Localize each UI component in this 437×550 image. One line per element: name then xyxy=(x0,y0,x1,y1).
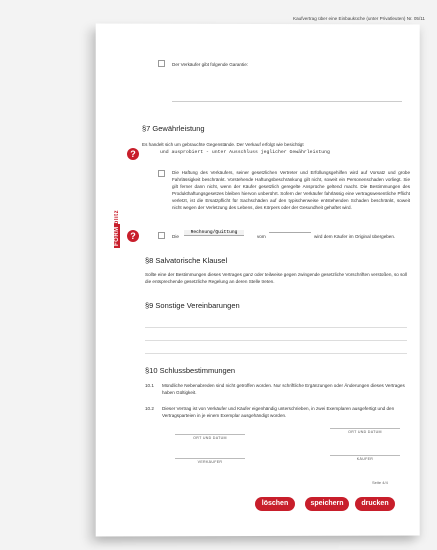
invoice-mid: vom xyxy=(257,234,266,239)
invoice-pre: Die xyxy=(172,234,179,239)
buyer-label: KÄUFER xyxy=(356,457,374,461)
section-10-title: §10 Schlussbestimmungen xyxy=(145,366,236,375)
other-agreements-line-1[interactable] xyxy=(145,327,407,328)
s8-text: Sollte eine der Bestimmungen dieses Vertrages ganz oder teilweise gegen zwingende gesetzliche Vorschriften verstoßen, so soll die entsprechende gesetzliche Regelung an deren Stelle treten. xyxy=(145,272,407,284)
other-agreements-line-2[interactable] xyxy=(145,340,407,341)
other-agreements-line-3[interactable] xyxy=(145,353,407,354)
save-button[interactable]: speichern xyxy=(305,497,349,511)
side-logo-part2: blitz xyxy=(114,209,120,225)
header-ref: Nr. 05/11 xyxy=(406,16,425,21)
place-date-right-label: ORT UND DATUM xyxy=(348,430,382,434)
guarantee-text-line[interactable] xyxy=(172,101,402,102)
s7-intro-2: und ausprobiert - unter Ausschluss jeglicher Gewährleistung xyxy=(160,150,330,155)
side-logo-part1: FORM xyxy=(114,226,120,246)
s10-1-number: 10.1 xyxy=(145,383,154,388)
s10-2-number: 10.2 xyxy=(145,406,154,411)
section-7-title: §7 Gewährleistung xyxy=(142,124,205,133)
header-title: Kaufvertrag über eine Einbauküche (unter Privatleuten) xyxy=(293,16,406,21)
help-icon[interactable]: ? xyxy=(127,230,139,242)
s7-liability-text: Die Haftung des Verkäufers, seiner gesetzlichen Vertreter und Erfüllungsgehilfen wird auf Vorsatz und grobe Fahrlässigkeit beschränkt. Vorstehende Haftungsbeschränkung gilt nicht, soweit ein Personenschaden vorliegt. Sie gilt ferner dann nicht, wenn der Käufer gesetzlich geregelte Ansprüche geltend macht. Die Bestimmungen des Produkthaftungsgesetzes bleiben hiervon unberührt. Sofern der Verkäufer fahrlässig eine vertragswesentliche Pflicht verletzt, ist die Ersatzpflicht für Sachschäden auf den typischerweise entstehenden Schaden beschränkt, soweit nicht wegen der Verletzung des Lebens, des Körpers oder der Gesundheit gehaftet wird. xyxy=(172,170,410,210)
s10-1-text: Mündliche Nebenabreden sind nicht getroffen worden. Nur schriftliche Ergänzungen oder Änderungen dieses Vertrages haben Gültigkeit. xyxy=(162,383,405,395)
print-button[interactable]: drucken xyxy=(355,497,395,511)
help-icon[interactable]: ? xyxy=(127,148,139,160)
invoice-post: wird dem Käufer im Original übergeben. xyxy=(314,234,396,239)
seller-signature-line[interactable] xyxy=(175,458,245,459)
section-8-title: §8 Salvatorische Klausel xyxy=(145,256,228,265)
page-header xyxy=(293,16,425,21)
invoice-date-field[interactable] xyxy=(269,232,311,233)
liability-checkbox[interactable] xyxy=(158,170,165,177)
buyer-signature-line[interactable] xyxy=(330,455,400,456)
place-date-left-label: ORT UND DATUM xyxy=(193,436,227,440)
invoice-checkbox[interactable] xyxy=(158,232,165,239)
place-date-left-line[interactable] xyxy=(175,434,245,435)
guarantee-checkbox[interactable] xyxy=(158,60,165,67)
page-number: Seite 4/4 xyxy=(372,480,388,485)
delete-button[interactable]: löschen xyxy=(255,497,295,511)
seller-label: VERKÄUFER xyxy=(197,460,223,464)
invoice-type-field[interactable]: Rechnung/Quittung xyxy=(184,230,244,236)
guarantee-label: Der Verkäufer gibt folgende Garantie: xyxy=(172,62,249,67)
s7-intro-1: Es handelt sich um gebrauchte Gegenstände. Der Verkauf erfolgt wie besichtigt xyxy=(142,142,304,147)
side-logo xyxy=(114,210,120,248)
s10-2-text: Dieser Vertrag ist von Verkäufer und Käufer eigenhändig unterschrieben, in zwei Exemplaren ausgefertigt und den Vertragsparteien in je einem Exemplar ausgehändigt worden. xyxy=(162,406,395,418)
place-date-right-line[interactable] xyxy=(330,428,400,429)
section-9-title: §9 Sonstige Vereinbarungen xyxy=(145,301,240,310)
